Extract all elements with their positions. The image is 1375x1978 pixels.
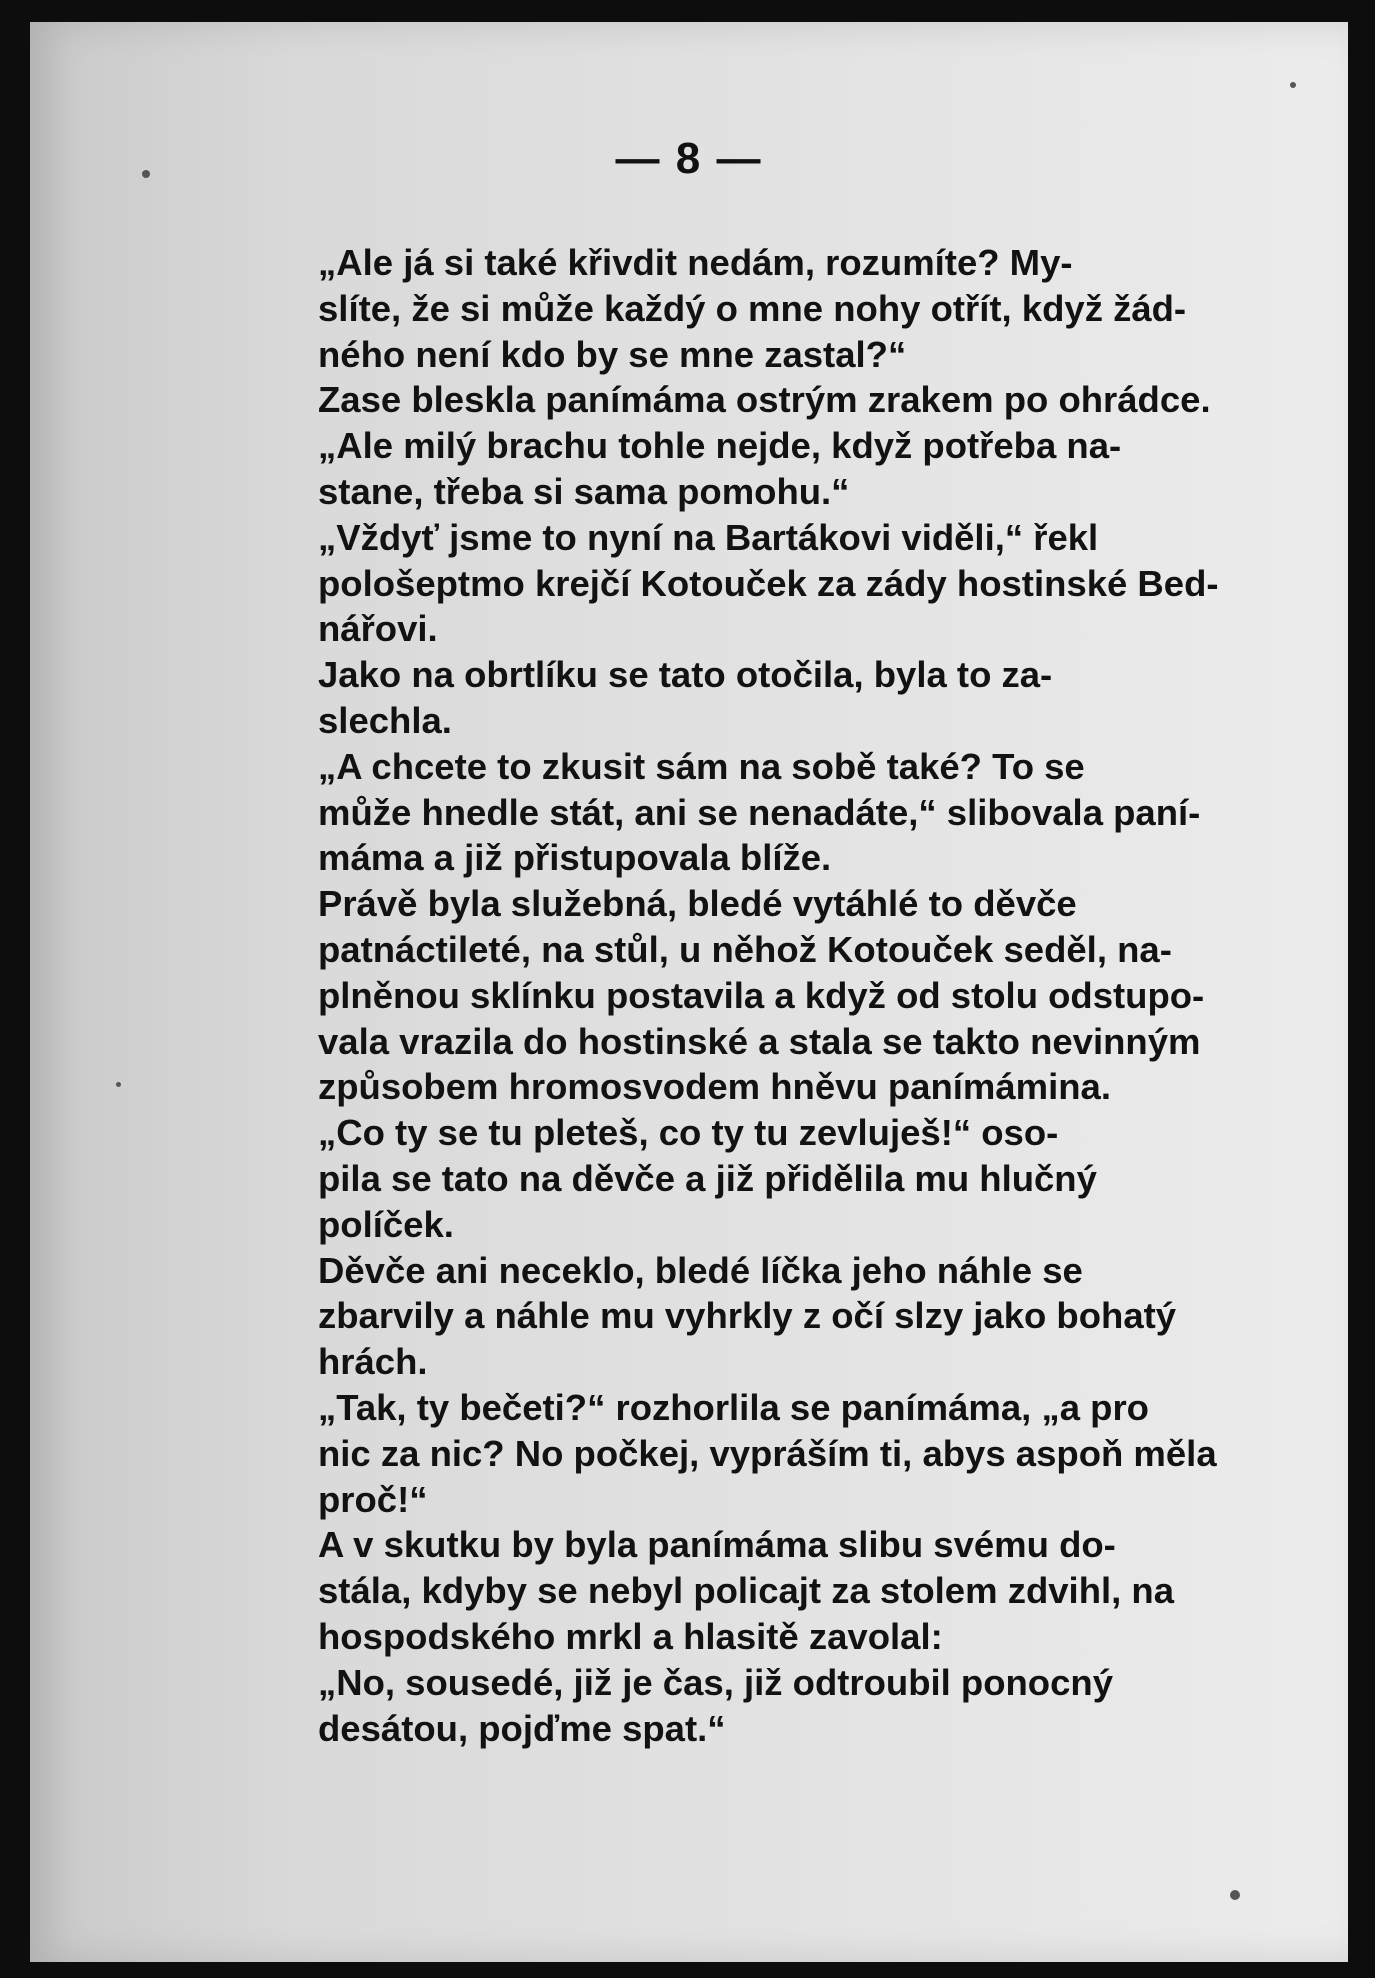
paragraph bbox=[260, 240, 1300, 377]
text-line: „A chcete to zkusit sám na sobě také? To se bbox=[318, 745, 1085, 787]
text-line: patnáctileté, na stůl, u něhož Kotouček seděl, na- bbox=[318, 928, 1172, 970]
paragraph bbox=[260, 1660, 1300, 1752]
text-line: nic za nic? No počkej, vypráším ti, abys aspoň měla bbox=[318, 1432, 1217, 1474]
paragraph bbox=[260, 515, 1300, 652]
print-speck bbox=[1290, 82, 1296, 88]
page-text bbox=[260, 240, 1300, 1751]
text-line: „No, sousedé, již je čas, již odtroubil ponocný bbox=[318, 1661, 1113, 1703]
paragraph bbox=[260, 744, 1300, 881]
text-line: pila se tato na děvče a již přidělila mu hlučný bbox=[318, 1157, 1097, 1199]
paragraph bbox=[260, 1110, 1300, 1247]
text-line: „Tak, ty bečeti?“ rozhorlila se panímáma, „a pro bbox=[318, 1386, 1149, 1428]
text-line: „Ale milý brachu tohle nejde, když potřeba na- bbox=[318, 425, 1122, 467]
text-line: Jako na obrtlíku se tato otočila, byla to za- bbox=[318, 654, 1053, 696]
text-line: slechla. bbox=[318, 699, 452, 741]
text-line: stála, kdyby se nebyl policajt za stolem zdvihl, na bbox=[318, 1570, 1175, 1612]
text-line: „Co ty se tu pleteš, co ty tu zevluješ!“ oso- bbox=[318, 1112, 1059, 1154]
paragraph bbox=[260, 881, 1300, 1110]
text-line: může hnedle stát, ani se nenadáte,“ slibovala paní- bbox=[318, 791, 1201, 833]
paragraph bbox=[260, 652, 1300, 744]
text-line: Děvče ani neceklo, bledé líčka jeho náhle se bbox=[318, 1249, 1083, 1291]
text-line: nářovi. bbox=[318, 608, 438, 650]
text-line: hospodského mrkl a hlasitě zavolal: bbox=[318, 1615, 943, 1657]
text-line: pološeptmo krejčí Kotouček za zády hostinské Bed- bbox=[318, 562, 1219, 604]
text-line: proč!“ bbox=[318, 1478, 428, 1520]
print-speck bbox=[142, 170, 150, 178]
paragraph bbox=[260, 1248, 1300, 1385]
book-page bbox=[30, 22, 1348, 1962]
text-line: zbarvily a náhle mu vyhrkly z očí slzy jako bohatý bbox=[318, 1295, 1177, 1337]
text-line: slíte, že si může každý o mne nohy otřít, když žád- bbox=[318, 287, 1187, 329]
text-line: hrách. bbox=[318, 1341, 428, 1383]
print-speck bbox=[1230, 1890, 1240, 1900]
print-speck bbox=[116, 1082, 121, 1087]
text-line: ného není kdo by se mne zastal?“ bbox=[318, 333, 907, 375]
text-line: Právě byla služebná, bledé vytáhlé to děvče bbox=[318, 883, 1077, 925]
text-line: způsobem hromosvodem hněvu panímámina. bbox=[318, 1066, 1112, 1108]
text-line: vala vrazila do hostinské a stala se takto nevinným bbox=[318, 1020, 1201, 1062]
paragraph bbox=[260, 1522, 1300, 1659]
text-line: plněnou sklínku postavila a když od stolu odstupo- bbox=[318, 974, 1205, 1016]
text-line: Zase bleskla panímáma ostrým zrakem po ohrádce. bbox=[318, 379, 1211, 421]
page-number: — 8 — bbox=[615, 134, 763, 183]
text-line: A v skutku by byla panímáma slibu svému do- bbox=[318, 1524, 1116, 1566]
text-line: stane, třeba si sama pomohu.“ bbox=[318, 470, 850, 512]
text-line: desátou, pojďme spat.“ bbox=[318, 1707, 726, 1749]
paragraph bbox=[260, 377, 1300, 514]
paragraph bbox=[260, 1385, 1300, 1522]
text-line: „Ale já si také křivdit nedám, rozumíte? My- bbox=[318, 242, 1073, 283]
text-line: políček. bbox=[318, 1203, 454, 1245]
text-line: „Vždyť jsme to nyní na Bartákovi viděli,“ řekl bbox=[318, 516, 1099, 558]
text-line: máma a již přistupovala blíže. bbox=[318, 837, 832, 879]
